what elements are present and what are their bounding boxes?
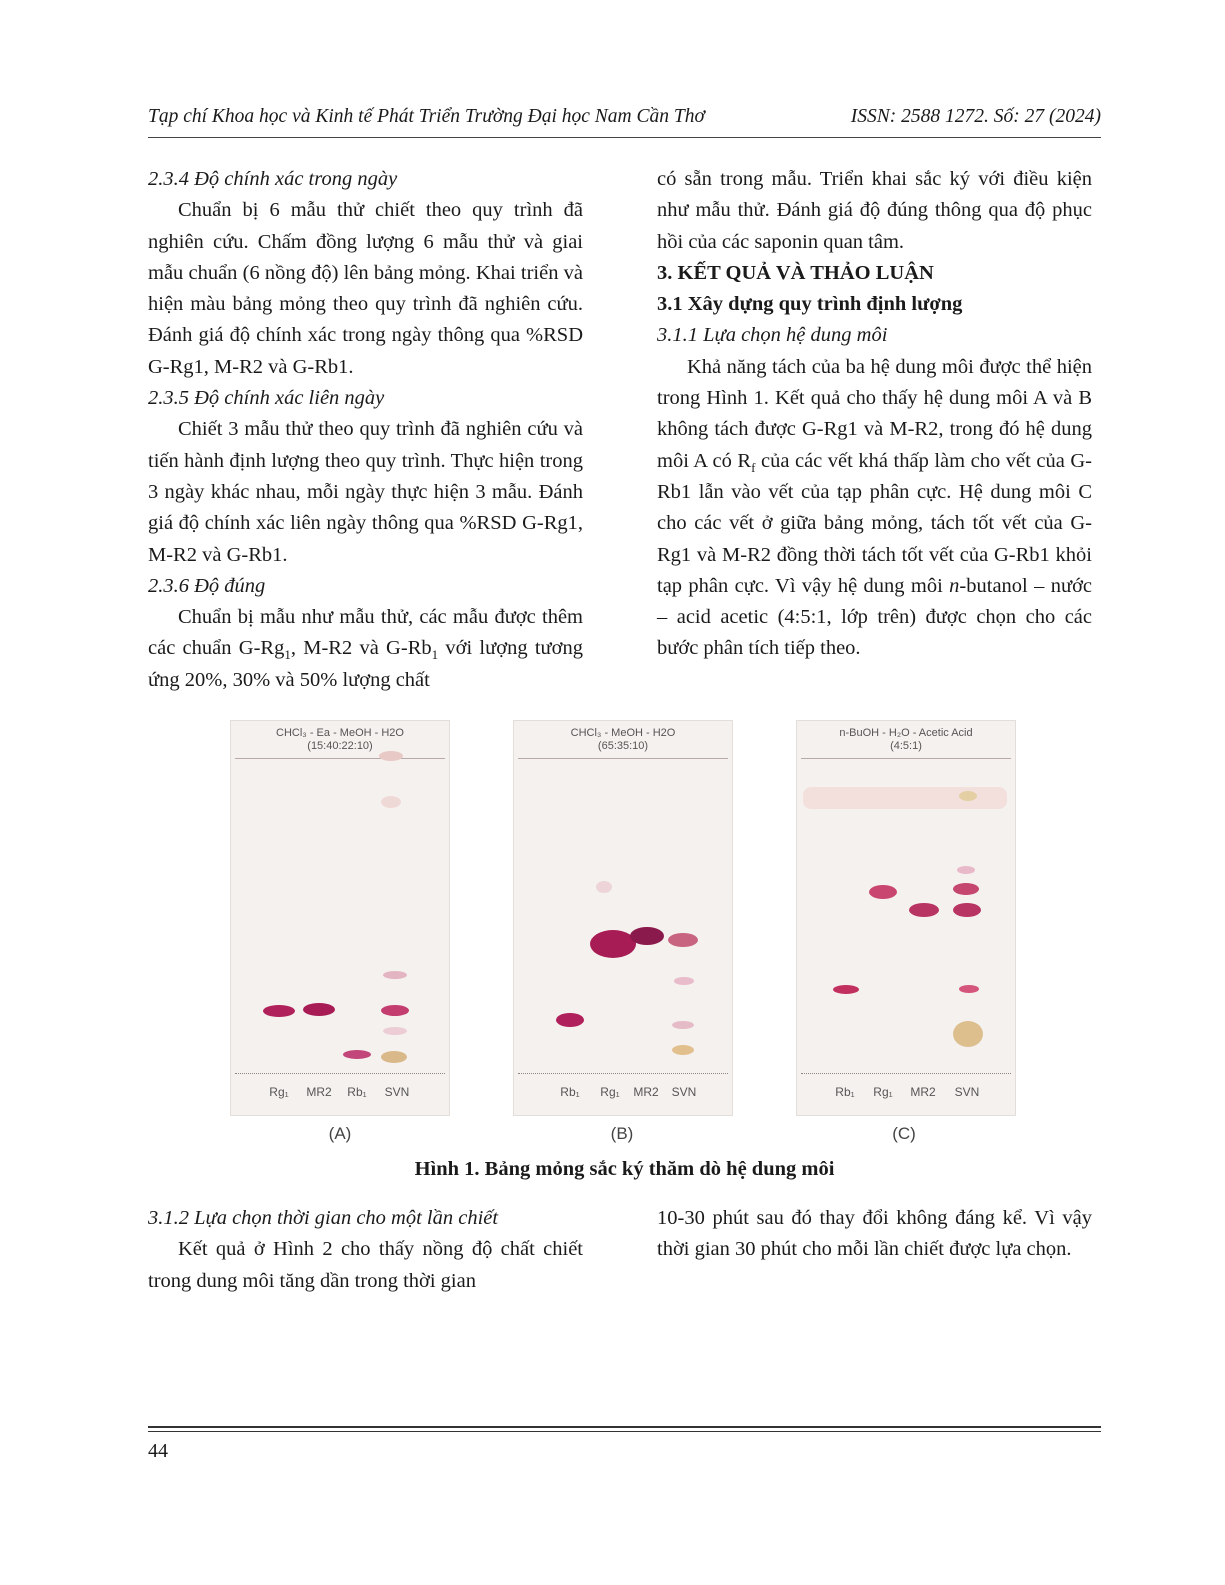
panel-label-a: (A) [328,1124,352,1143]
tlc-plate-a [230,720,450,1116]
spot [672,1045,694,1055]
left-column [148,164,583,696]
paragraph-continued: có sẵn trong mẫu. Triển khai sắc ký với điều kiện như mẫu thử. Đánh giá độ đúng thông qua độ phục hồi của các saponin quan tâm. [657,168,1092,253]
header-rule [148,137,1101,138]
spot [959,985,979,993]
spot [263,1005,295,1017]
lane-label: Rb₁ [560,1085,580,1099]
origin-line [518,1073,728,1074]
lane-label: Rg₁ [600,1085,620,1099]
footer-rule-thin [148,1431,1101,1432]
bottom-left-column [148,1203,583,1297]
paragraph-2-3-5: Chiết 3 mẫu thử theo quy trình đã nghiên cứu và tiến hành định lượng theo quy trình. Thực hiện trong 3 ngày khác nhau, mỗi ngày thực hiện 3 mẫu. Đánh giá độ chính xác liên ngày thông qua %RSD G-Rg1, M-R2 và G-Rb1. [148,418,583,566]
lane-label: SVN [384,1085,410,1099]
spot [909,903,939,917]
running-header [148,100,1101,140]
origin-line [801,1073,1011,1074]
lane-label: MR2 [306,1085,332,1099]
lane-label: MR2 [633,1085,659,1099]
heading-3: 3. KẾT QUẢ VÀ THẢO LUẬN [657,261,934,284]
spot [381,1051,407,1063]
paragraph-3-1-1: Khả năng tách của ba hệ dung môi được thể hiện trong Hình 1. Kết quả cho thấy hệ dung môi A và B không tách được G-Rg1 và M-R2, trong đó hệ dung môi A có $R_f$ của các vết khá thấp làm cho vết của G-Rb1 lẫn vào vết của tạp phân cực. Hệ dung môi C cho các vết ở giữa bảng mỏng, tách tốt vết của G-Rg1 và M-R2 đồng thời tách tốt vết của G-Rb1 khỏi tạp phân cực. Vì vậy hệ dung môi n-butanol – nước – acid acetic (4:5:1, lớp trên) được chọn cho các bước phân tích tiếp theo. [657,355,1093,660]
spot [674,977,694,985]
spot [596,881,612,893]
lane-label: Rb₁ [835,1085,855,1099]
heading-3-1-1: 3.1.1 Lựa chọn hệ dung môi [657,324,888,347]
lane-label: MR2 [910,1085,936,1099]
spot [953,883,979,895]
plate-a-solvent: CHCl₃ - Ea - MeOH - H2O (15:40:22:10) [276,727,404,752]
heading-2-3-6: 2.3.6 Độ đúng [148,574,266,597]
paragraph-2-3-6: Chuẩn bị mẫu như mẫu thử, các mẫu được thêm các chuẩn $G-Rg_1$, M-R2 và $G-Rb_1$ với lượng tương ứng 20%, 30% và 50% lượng chất [148,606,583,691]
issn-issue: ISSN: 2588 1272. Số: 27 (2024) [850,106,1101,127]
spot [869,885,897,899]
heading-2-3-5: 2.3.5 Độ chính xác liên ngày [148,387,385,410]
spot [630,927,664,945]
spot [672,1021,694,1029]
spot [383,1027,407,1035]
figure-caption: Hình 1. Bảng mỏng sắc ký thăm dò hệ dung môi [414,1158,835,1180]
spot [383,971,407,979]
panel-label-c: (C) [892,1124,916,1143]
panel-label-b: (B) [610,1124,634,1143]
spot [953,1021,983,1047]
heading-3-1: 3.1 Xây dựng quy trình định lượng [657,293,963,316]
plate-c-solvent: n-BuOH - H₂O - Acetic Acid (4:5:1) [839,727,973,752]
spot [381,1005,409,1016]
lane-label: Rg₁ [269,1085,289,1099]
tlc-plate-c [796,720,1016,1116]
solvent-front-line [235,758,445,759]
paragraph-3-1-2-start: Kết quả ở Hình 2 cho thấy nồng độ chất chiết trong dung môi tăng dần trong thời gian [148,1238,583,1292]
figure-1-tlc-plates [228,716,1018,1156]
heading-3-1-2: 3.1.2 Lựa chọn thời gian cho một lần chiết [148,1207,499,1229]
lane-label: Rg₁ [873,1085,893,1099]
spot [303,1003,335,1016]
lane-label: Rb₁ [347,1085,367,1099]
spot [957,866,975,874]
right-column [657,164,1092,665]
spot [959,791,977,801]
paragraph-2-3-4: Chuẩn bị 6 mẫu thử chiết theo quy trình đã nghiên cứu. Chấm đồng lượng 6 mẫu thử và giai mẫu chuẩn (6 nồng độ) lên bảng mỏng. Khai triển và hiện màu bảng mỏng theo quy trình đã nghiên cứu. Đánh giá độ chính xác trong ngày thông qua %RSD G-Rg1, M-R2 và G-Rb1. [148,199,583,378]
lane-label: SVN [954,1085,980,1099]
solvent-front-line [518,758,728,759]
solvent-front-line [801,758,1011,759]
lane-label: SVN [671,1085,697,1099]
spot [668,933,698,947]
heading-2-3-4: 2.3.4 Độ chính xác trong ngày [148,168,398,190]
origin-line [235,1073,445,1074]
tlc-plate-b [513,720,733,1116]
spot [556,1013,584,1027]
paragraph-3-1-2-end: 10-30 phút sau đó thay đổi không đáng kể. Vì vậy thời gian 30 phút cho mỗi lần chiết được lựa chọn. [657,1207,1092,1261]
footer-rule [148,1426,1101,1428]
spot [803,787,1007,809]
plate-b-solvent: CHCl₃ - MeOH - H2O (65:35:10) [570,727,676,752]
spot [379,751,403,761]
spot [953,903,981,917]
spot [833,985,859,994]
bottom-right-column [657,1203,1092,1266]
spot [381,796,401,808]
page-number: 44 [148,1440,168,1462]
journal-title: Tạp chí Khoa học và Kinh tế Phát Triển Trường Đại học Nam Cần Thơ [148,106,705,127]
spot [343,1050,371,1059]
